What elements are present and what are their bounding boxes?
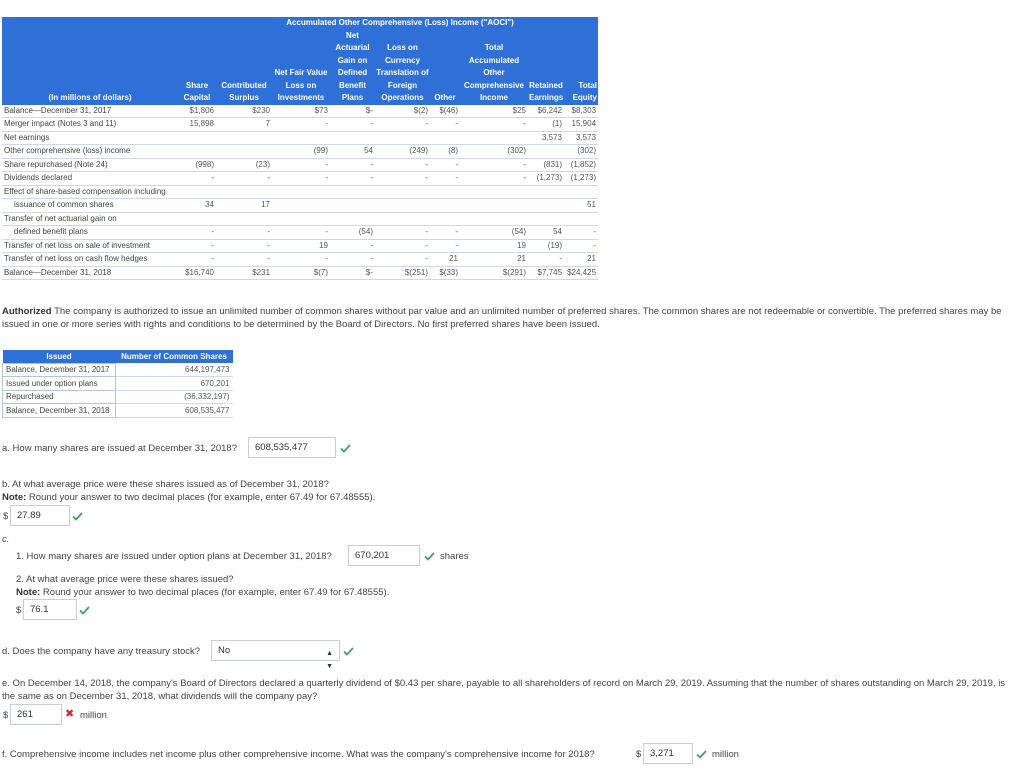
equity-row [2,266,598,280]
equity-row-label: Dividends declared [2,172,178,186]
equity-row-label: Transfer of net loss on sale of investment [2,239,178,253]
equity-row-label: Net earnings [2,131,178,145]
equity-cell [375,199,430,213]
equity-cell: - [216,172,272,186]
equity-cell: 21 [564,253,598,267]
equity-cell [460,199,528,213]
shares-row-value: (36,332,197) [116,390,233,404]
equity-cell: - [564,239,598,253]
select-value: No [218,645,231,656]
equity-row-label: Balance—December 31, 2017 [2,105,178,118]
equity-cell [430,131,460,145]
equity-cell [178,145,216,159]
equity-cell [330,185,375,199]
equity-cell: - [178,172,216,186]
equity-cell: - [375,226,430,240]
equity-cell [216,131,272,145]
dollar-prefix: $ [3,710,9,721]
equity-cell: - [272,118,330,132]
equity-cell: - [375,253,430,267]
check-icon [79,606,90,615]
equity-cell: - [330,118,375,132]
equity-cell: $230 [216,105,272,118]
select-arrow-icon: ▲ ▼ [326,650,333,670]
equity-cell: - [375,172,430,186]
shares-row-value: 608,535,477 [116,404,233,418]
equity-row-label: Effect of share-based compensation including [2,185,178,199]
equity-cell [460,131,528,145]
question-c1-text: 1. How many shares are issued under option plans at December 31, 2018? [16,551,332,562]
equity-row-label: Merger impact (Notes 3 and 11) [2,118,178,132]
answer-e-input[interactable]: 261 [10,704,62,725]
equity-cell [528,199,564,213]
authorized-text: The company is authorized to issue an unlimited number of common shares without par value and an unlimited number of preferred shares. The common shares are not redeemable or convertible. The preferred shares may be issued in one or more series with rights and conditions to be determined by the Board of Directors. No first preferred shares have been issued. [2,306,1002,330]
shares-row-value: 644,197,473 [116,363,233,377]
question-b-note [2,492,375,503]
equity-cell: - [430,226,460,240]
equity-cell: - [430,158,460,172]
shares-row-label: Issued under option plans [3,377,116,391]
equity-cell [216,145,272,159]
equity-cell: - [528,253,564,267]
shares-unit: shares [440,551,469,562]
equity-cell [528,145,564,159]
equity-cell: $73 [272,105,330,118]
equity-row [2,239,598,253]
equity-row [2,226,598,240]
question-b-text: b. At what average price were these shares issued as of December 31, 2018? [2,479,329,490]
equity-cell [375,212,430,226]
equity-row [2,185,598,199]
col-header: Loss on Currency Translation of Foreign Operations [375,30,430,105]
equity-cell: (8) [430,145,460,159]
authorized-paragraph [2,305,1012,331]
equity-cell [375,131,430,145]
equity-cell: 34 [178,199,216,213]
dollar-prefix: $ [16,605,22,616]
equity-cell: - [272,172,330,186]
equity-cell: 3,573 [528,131,564,145]
equity-cell [272,185,330,199]
shares-issued-table [2,350,233,418]
equity-cell: (19) [528,239,564,253]
equity-cell [272,131,330,145]
question-c-label: c. [2,534,10,545]
question-d-text: d. Does the company have any treasury stock? [2,646,201,657]
equity-cell: - [216,226,272,240]
equity-cell: $(7) [272,266,330,280]
equity-statement-table [2,17,598,280]
equity-cell [330,199,375,213]
dollar-prefix: $ [3,511,9,522]
equity-cell: - [178,239,216,253]
check-icon [424,552,435,561]
equity-cell: $- [330,266,375,280]
shares-row-label: Balance, December 31, 2017 [3,363,116,377]
col-header: Total Equity [564,30,598,105]
equity-cell [564,185,598,199]
equity-cell: - [375,239,430,253]
equity-cell [460,212,528,226]
equity-cell: $16,740 [178,266,216,280]
authorized-lead: Authorized [2,306,52,317]
equity-cell [178,131,216,145]
equity-cell: 19 [272,239,330,253]
equity-cell: - [216,253,272,267]
check-icon [72,512,83,521]
equity-cell [375,185,430,199]
equity-cell: - [178,226,216,240]
equity-cell [272,212,330,226]
equity-cell: $231 [216,266,272,280]
equity-cell [330,212,375,226]
equity-cell [330,131,375,145]
equity-cell: $(33) [430,266,460,280]
equity-cell: - [330,253,375,267]
note-text: Round your answer to two decimal places (for example, enter 67.49 for 67.48555). [40,587,390,598]
answer-f-input[interactable]: 3,271 [643,743,693,764]
equity-cell [272,199,330,213]
equity-cell: $8,303 [564,105,598,118]
equity-cell: (23) [216,158,272,172]
equity-row [2,212,598,226]
note-label: Note: [2,492,27,503]
aoci-group-header: Accumulated Other Comprehensive (Loss) Income ("AOCI") [272,17,528,30]
shares-row-label: Balance, December 31, 2018 [3,404,116,418]
question-c2-note [16,587,389,598]
million-unit: million [712,749,739,760]
equity-cell: (302) [460,145,528,159]
col-header: Net Fair Value Loss on Investments [272,30,330,105]
answer-c1-input[interactable]: 670,201 [348,545,420,566]
equity-cell: - [460,158,528,172]
question-e-text: e. On December 14, 2018, the company's Board of Directors declared a quarterly dividend of $0.43 per share, payable to all shareholders of record on March 29, 2019. Assuming that the number of shares outstanding on March 29, 2019, is the same as on December 31, 2018, what dividends will the company pay? [2,678,1006,702]
equity-cell: 3,573 [564,131,598,145]
col-header: Other [430,30,460,105]
equity-row [2,158,598,172]
question-f-text: f. Comprehensive income includes net income plus other comprehensive income. What was the company's comprehensive income for 2018? [2,749,595,760]
equity-cell: 15,904 [564,118,598,132]
equity-cell: $- [330,105,375,118]
question-a-text: a. How many shares are issued at December 31, 2018? [2,443,237,454]
equity-cell: - [178,253,216,267]
equity-cell: - [564,226,598,240]
dollar-prefix: $ [636,749,642,760]
equity-row-label: issuance of common shares [2,199,178,213]
equity-row-label: defined benefit plans [2,226,178,240]
equity-cell: $7,745 [528,266,564,280]
equity-cell [528,212,564,226]
equity-cell: $25 [460,105,528,118]
equity-cell: - [375,158,430,172]
equity-cell: 21 [430,253,460,267]
equity-row [2,131,598,145]
equity-cell: (1,852) [564,158,598,172]
equity-row [2,145,598,159]
equity-cell [430,185,460,199]
equity-cell: (249) [375,145,430,159]
equity-cell [564,212,598,226]
equity-cell: - [460,118,528,132]
col-header: Share Capital [178,30,216,105]
equity-cell: $24,425 [564,266,598,280]
million-unit: million [80,710,107,721]
equity-cell: 51 [564,199,598,213]
equity-row-label: Balance—December 31, 2018 [2,266,178,280]
equity-cell: - [272,226,330,240]
equity-cell [528,185,564,199]
equity-cell: - [330,158,375,172]
equity-cell: 54 [528,226,564,240]
equity-cell [216,185,272,199]
col-header: Total Accumulated Other Comprehensive Income [460,30,528,105]
answer-a-input[interactable]: 608,535,477 [248,437,336,458]
equity-cell: - [430,118,460,132]
equity-row [2,105,598,118]
equity-cell: $6,242 [528,105,564,118]
equity-cell: - [330,172,375,186]
answer-c2-input[interactable]: 76.1 [23,599,77,620]
equity-cell: - [216,239,272,253]
equity-cell: $(291) [460,266,528,280]
equity-cell: $(46) [430,105,460,118]
equity-cell: 15,898 [178,118,216,132]
equity-cell: - [330,239,375,253]
equity-row-label: Other comprehensive (loss) income [2,145,178,159]
equity-cell: - [430,239,460,253]
shares-row-label: Repurchased [3,390,116,404]
note-text: Round your answer to two decimal places (for example, enter 67.49 for 67.48555). [26,492,376,503]
equity-cell [178,212,216,226]
treasury-stock-select[interactable] [211,640,340,670]
equity-cell [178,185,216,199]
equity-cell: 19 [460,239,528,253]
equity-cell: 17 [216,199,272,213]
equity-cell: (998) [178,158,216,172]
equity-row-label: Transfer of net loss on cash flow hedges [2,253,178,267]
equity-cell: (99) [272,145,330,159]
cross-icon: ✖ [65,708,75,720]
equity-row-label: Transfer of net actuarial gain on [2,212,178,226]
equity-cell: (302) [564,145,598,159]
col-header: Contributed Surplus [216,30,272,105]
check-icon [340,444,351,453]
equity-row [2,199,598,213]
equity-cell: $(251) [375,266,430,280]
equity-cell: (1) [528,118,564,132]
equity-cell: 54 [330,145,375,159]
equity-cell: $1,806 [178,105,216,118]
answer-b-input[interactable]: 27.89 [10,505,70,526]
equity-cell [430,199,460,213]
equity-cell: 21 [460,253,528,267]
equity-cell: (831) [528,158,564,172]
question-c2-text: 2. At what average price were these shares issued? [16,574,234,585]
col-header: Net Actuarial Gain on Defined Benefit Plans [330,30,375,105]
equity-row-label: Share repurchased (Note 24) [2,158,178,172]
units-label: (In millions of dollars) [2,30,178,105]
equity-cell: $(2) [375,105,430,118]
equity-row [2,172,598,186]
note-label: Note: [16,587,41,598]
equity-cell: (54) [330,226,375,240]
equity-cell [460,185,528,199]
equity-cell: - [430,172,460,186]
equity-cell: - [272,253,330,267]
shares-header-issued: Issued [3,350,116,363]
equity-cell: (1,273) [564,172,598,186]
check-icon [343,647,354,656]
check-icon [696,750,707,759]
equity-cell: (54) [460,226,528,240]
col-header: Retained Earnings [528,30,564,105]
shares-header-count: Number of Common Shares [116,350,233,363]
equity-cell [430,212,460,226]
equity-cell: 7 [216,118,272,132]
equity-cell: - [460,172,528,186]
equity-cell: - [272,158,330,172]
equity-cell: (1,273) [528,172,564,186]
equity-row [2,118,598,132]
equity-cell [216,212,272,226]
shares-row-value: 670,201 [116,377,233,391]
equity-row [2,253,598,267]
equity-cell: - [375,118,430,132]
